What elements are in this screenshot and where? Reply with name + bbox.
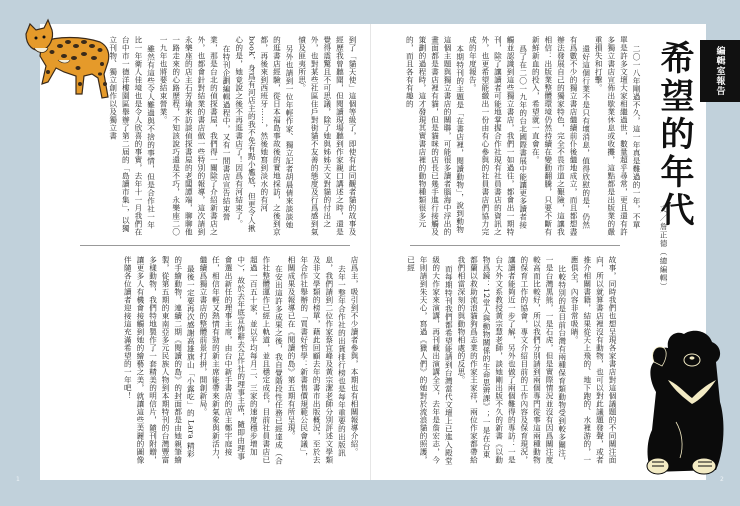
right-page-top-text <box>400 36 642 236</box>
paragraph: 本期特刊的主題是「在書店裡，閱讀動物」，說到動物這個主題與獨立書店的關聯，可能很多讀者腦海中浮出的畫面都是書店裡有貓，但是貓咪的店長已幾手進行接觸及策劃的過程時，這才發現其實書店裡的動物種類很多元的，而且各有有趣的 <box>405 36 465 236</box>
paragraph: 爲了在二〇一九年的台北國際書展中能讓更多讀者接觸並認識到這些獨立書店，我們一如過往，都會出一期特刊，除了讓讀者可能地掌握合作社現有社員書店的資訊之外，也更希望能繳出一份由有心參與的社員書店們協力完成的年度報告。 <box>468 36 528 236</box>
article-title: 希望的年代 <box>654 40 694 230</box>
paragraph: 另外也請到一位年輕作家、獨立記者胡晨倩來談談她的逛書店經驗，從日本福島事故後的實地採訪，之後到京都，再後來到西班牙……，然後她寫到淡水的有河 book，身爲有河店主的我不免有點小尷尬，但更令人揪心的是，她竟說之後不再逛書店了！因爲有河結束了。 <box>234 36 295 236</box>
paragraph: 在特刊企劃編輯過程中，又有一間書店宣告結束營業，那是台北的偵探書屋，我們得一關除了介紹新書店之外，也都會針對結業的書店做一些特別的報導，這次請到永樂座的店主石芳瑜來訪談偵探書屋的老闆譚端，聊聊他一路走來的心路歷程，不知該說巧還是不巧，永樂座二〇一九年也將要結束營業。 <box>159 36 232 236</box>
page-number-left: 1 <box>16 476 20 483</box>
paragraph: 到了「貓天使」這個等級了，即使有此同觀者貓的故事及經歷我曾聽聞，但閱讀現場聽到作家親口講述之時，還是覺得震驚且不可思議，除了她與姊姊天文對貓的付出之外，也對某些社區住戶對街貓不友善的態度及行爲感到氣憤及匪夷所思。 <box>297 36 357 236</box>
paragraph: 二〇一八年剛過不久，這一年真是難過的一年，不單單是許多文壇大家相繼過世，數量超乎尋常，更且還有許多獨立書店宣佈出歇業休息或收攤，這點都是出版業的嚴重損失和打擊。 <box>594 36 641 236</box>
paragraph: 最後一定要再次感謝高雄旗山「小露吃」的 Lara 精彩的手繪動物，連續二期《閱讀的島》的封面都是由她親筆繪製，從第五期的東南亞多元民族人物到本期特刊的台灣豐富多樣動物，我們特地製作了一套精美的明信片，隨刊附贈，讓更多人有機會接觸到她的繪藝之美，就讓這些美麗的圖像伴隨各位讀者迎接這充滿希望的一年吧！ <box>123 256 196 464</box>
formosan-black-bear-illustration <box>646 322 724 482</box>
left-top-rule <box>80 245 350 246</box>
left-page-bottom-text <box>72 256 360 466</box>
paragraph: 比較特別的是目前台灣有兩種保育類動物受到較多關注，一是台灣黑熊，一是石虎，但是實際情況並沒有因爲關注度較高而比較好，所以我們分別請到兩個專門從事這兩種動物的保育工作的協會，專文介紹目前的工作內容及保育現況，讓讀者能夠近一步了解，另外也做了兩個難得的專訪：一是台大外文系教授黃宗慧老師，談她剛出版不久的新書《以動物爲鏡：12堂人與動物關係的生命思辨課》；一是在台東都蘭以救助流浪貓狗爲志業的作家王家祥，兩位作家都帶給我們相當深刻的與動物相處的反思。 <box>456 256 567 466</box>
paragraph: 去年一整年合作社的出貨排行榜也是每年重要的出版訊息，我們請到二位作家蔡宜峰及黃宗潔老師分別評述文學類及非文學類的榜單，藉此回顧去年的書市出版概況，至於去年合作社舉辦的「買書好哲學：新書售價規範公民會議」，相關成果及報導已在《閱讀的島》第五期有所呈現。 <box>287 256 347 464</box>
paragraph: 店爲主，吸引到不少讀者參與，本期也有相關報導介紹。 <box>350 256 359 456</box>
paragraph: 故事，同時我們也想呈現各家書店對這個議題的不同關注面向，所以就算書店裡沒有動物，也可以對此議題發聲，或者推介相關書籍，結果從天上飛的、地下跑的、水裡游的，一應俱全，內容非常吸睛。 <box>570 256 617 464</box>
spine-gutter <box>370 24 371 480</box>
paragraph: 雖然有這些令人難過與不捨的事情，但是合作社一年比一年衛人佳境也是令人欣喜的事實，去年十一月我們在台中市一德洋樓園區舉辦了第二屆的「島讀市集」，以獨立刊物、獨立創作以及獨立書 <box>108 36 156 236</box>
paragraph: 在安出這許多成果之後，我自覺階段性任務已經達成（合作社整體運作已經上軌道，並且穩定成長，目前社員書店已超過一百五十家，並以平均每月二、三家的速度穩步增加中），故於去年底宣佈辭去合作社的理事主席，隨即由理事會選出新任的理事主席，由台中新手書店的店主鄭宇庭接任，相信年輕又熱情有勁的新主席能帶來新氣象與新活力，繼續爲獨立書店的整體前景打拼，開創新局。 <box>198 256 284 466</box>
page-number-right: 2 <box>720 476 724 483</box>
leopard-cat-illustration <box>12 12 122 112</box>
paragraph: 還好這個行業不是只有壞消息，值得欣慰的是，仍然有爲數不少的獨立書店繼續前仆後繼地成立，而且都想盡辦法發展自己的獨家特色，完全不畏市道之艱險，這讓我相信：出版業整體環境仍然持續在變動翻騰，只要不斷有新鮮新血的投入，希望就一直會在。 <box>531 36 591 236</box>
right-page-bottom-text <box>400 256 618 466</box>
byline: 文／詹正德（總編輯） <box>659 205 668 291</box>
section-tag: 編輯室報告 <box>700 40 740 102</box>
right-top-rule <box>410 245 620 246</box>
paragraph: 而每期特刊我們都希望能請到台灣當代文壇上已進入殿堂級的大作家來演講，再刊載出演講全文，去年是詹宏志，今年則請到朱天心，寫過《獵人們》的她對於流浪貓的照護，已經 <box>406 256 454 466</box>
